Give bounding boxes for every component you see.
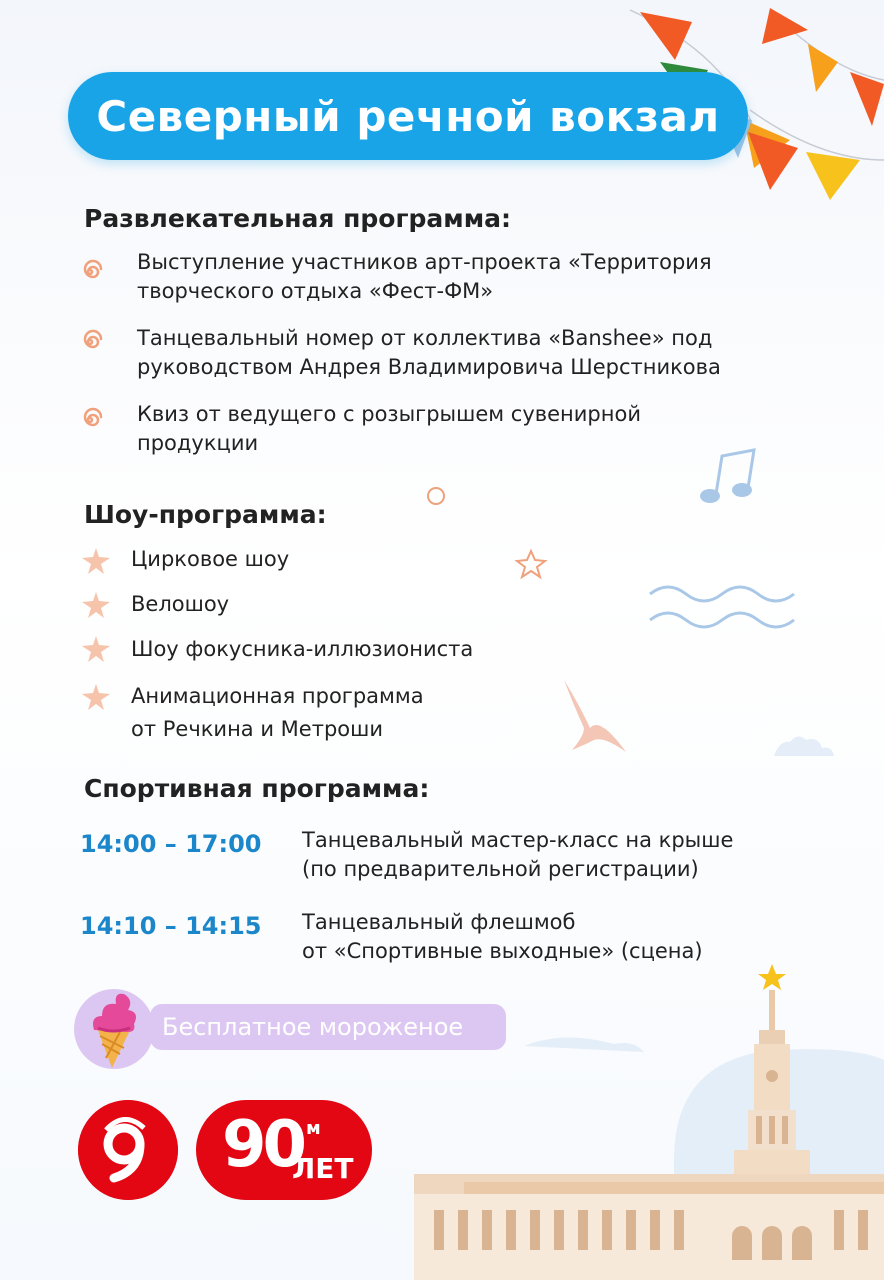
cloud-icon [772, 734, 836, 758]
spiral-bullet-icon [76, 328, 104, 356]
section-heading-entertainment: Развлекательная программа: [84, 204, 512, 233]
ice-cream-icon [72, 986, 156, 1072]
list-item: Шоу фокусника-иллюзиониста [131, 637, 474, 661]
river-station-building [414, 960, 884, 1280]
star-bullet-icon [80, 682, 112, 712]
list-item: Квиз от ведущего с розыгрышем сувенирной продукции [137, 402, 641, 455]
page-title: Северный речной вокзал [68, 72, 748, 160]
circle-decor-icon [426, 486, 446, 506]
spiral-bullet-icon [76, 258, 104, 286]
list-item: Велошоу [131, 592, 230, 616]
star-bullet-icon [80, 634, 112, 664]
anniversary-90-logo: 90 м ЛЕТ [196, 1100, 372, 1200]
list-item: Цирковое шоу [131, 547, 290, 571]
ice-cream-label: Бесплатное мороженое [162, 1013, 464, 1041]
list-item: Анимационная программа от Речкина и Метроши [131, 684, 424, 741]
star-bullet-icon [80, 590, 112, 620]
list-item: Танцевальный номер от коллектива «Banshee» под руководством Андрея Владимировича Шерстникова [137, 326, 721, 379]
spiral-bullet-icon [76, 406, 104, 434]
schedule-item: Танцевальный мастер-класс на крыше (по предварительной регистрации) [302, 828, 734, 881]
music-note-icon [696, 446, 760, 506]
section-heading-sport: Спортивная программа: [84, 774, 430, 803]
metro-9-logo [78, 1100, 178, 1200]
schedule-time: 14:00 – 17:00 [80, 830, 262, 858]
star-bullet-icon [80, 546, 112, 576]
schedule-time: 14:10 – 14:15 [80, 912, 262, 940]
schedule-item: Танцевальный флешмоб от «Спортивные выходные» (сцена) [302, 910, 703, 963]
seagull-icon [560, 676, 630, 756]
list-item: Выступление участников арт-проекта «Территория творческого отдыха «Фест-ФМ» [137, 250, 712, 303]
section-heading-show: Шоу-программа: [84, 500, 327, 529]
star-outline-icon [514, 548, 548, 580]
wave-decor-icon [646, 572, 806, 632]
